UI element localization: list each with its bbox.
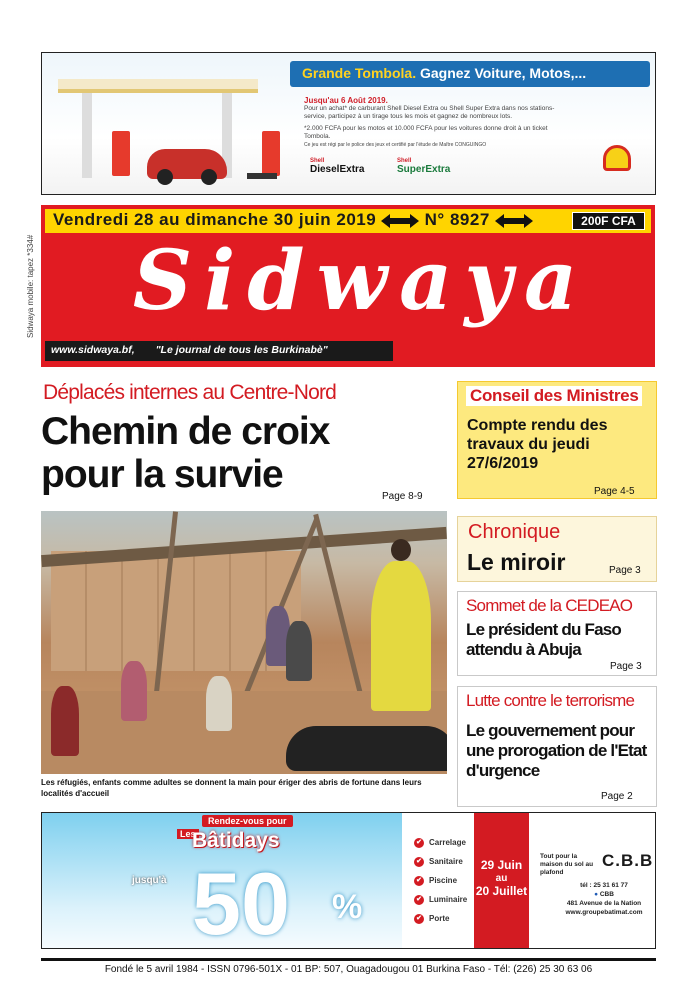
footer-info: Fondé le 5 avril 1984 - ISSN 0796-501X - 01 BP: 507, Ouagadougou 01 Burkina Faso - Tél: (226) 25 30 63 06 bbox=[104, 964, 593, 975]
cedeao-box[interactable] bbox=[457, 591, 657, 676]
lead-photo bbox=[41, 511, 447, 774]
motorbike-illustration bbox=[247, 161, 277, 179]
cedeao-page-ref: Page 3 bbox=[610, 661, 642, 672]
check-icon: ✔ bbox=[414, 895, 424, 905]
list-item: ✔ Carrelage bbox=[414, 833, 467, 852]
list-item: ✔ Piscine bbox=[414, 871, 467, 890]
motorcycle-photo-element bbox=[286, 726, 447, 771]
conseil-label: Conseil des Ministres bbox=[466, 386, 642, 406]
motto: "Le journal de tous les Burkinabè" bbox=[155, 344, 328, 356]
ad-jusqua: jusqu'à bbox=[132, 875, 167, 886]
cbb-contact: tél : 25 31 61 77 ● CBB 481 Avenue de la Nation www.groupebatimat.com bbox=[554, 881, 654, 917]
cbb-tagline: Tout pour la maison du sol au plafond bbox=[540, 853, 594, 876]
gas-station-illustration bbox=[52, 71, 302, 191]
check-icon: ✔ bbox=[414, 876, 424, 886]
terrorisme-box[interactable] bbox=[457, 686, 657, 807]
super-extra-brand: Shell SuperExtra bbox=[397, 158, 451, 175]
url-bar bbox=[45, 341, 393, 361]
chronique-title: Le miroir bbox=[467, 549, 566, 575]
ad-les-label: Les bbox=[177, 829, 199, 839]
ad-discount-number: 50 bbox=[192, 854, 290, 949]
check-icon: ✔ bbox=[414, 914, 424, 924]
date-line: Vendredi 28 au dimanche 30 juin 2019 N° 8927 bbox=[53, 210, 533, 230]
ad-banner-title: Grande Tombola. Gagnez Voiture, Motos,... bbox=[302, 65, 587, 81]
side-note: Sidwaya mobile: tapez *334# bbox=[26, 234, 35, 338]
double-arrow-icon bbox=[381, 214, 419, 228]
chronique-page-ref: Page 3 bbox=[609, 565, 641, 576]
ad-rdv-label: Rendez-vous pour bbox=[202, 815, 293, 827]
list-item: ✔ Porte bbox=[414, 909, 467, 928]
shell-logo-icon bbox=[603, 145, 631, 171]
issue-number: N° 8927 bbox=[424, 210, 490, 229]
ad-body-text: Jusqu'au 6 Août 2019. Pour un achat* de carburant Shell Diesel Extra ou Shell Super Extra dans nos stations-service, participez à un tirage tous les mois et gagnez de nombreux lots. *2.000 FCFA pour les motos et 10.000 FCFA pour les voitures donne droit à un ticket Tombola. Ce jeu est régi par le police des jeux et certifié par l'étude de Maître CONGUINGO bbox=[304, 96, 555, 148]
lead-headline[interactable]: Chemin de croix pour la survie bbox=[41, 410, 330, 496]
cbb-logo: C.B.B bbox=[602, 851, 654, 870]
lead-kicker: Déplacés internes au Centre-Nord bbox=[43, 381, 337, 404]
car-illustration bbox=[147, 149, 227, 179]
conseil-page-ref: Page 4-5 bbox=[594, 486, 635, 497]
cedeao-label: Sommet de la CEDEAO bbox=[466, 596, 633, 615]
chronique-label: Chronique bbox=[468, 521, 561, 543]
website-link[interactable]: www.sidwaya.bf, bbox=[51, 344, 135, 356]
cbb-advertiser bbox=[540, 851, 654, 916]
lead-page-ref: Page 8-9 bbox=[382, 491, 423, 502]
conseil-text: Compte rendu des travaux du jeudi 27/6/2019 bbox=[467, 417, 608, 472]
footer-divider bbox=[41, 958, 656, 961]
list-item: ✔ Luminaire bbox=[414, 890, 467, 909]
ad-date-block: 29 Juin au 20 Juillet bbox=[474, 813, 529, 949]
cbb-website-link[interactable]: www.groupebatimat.com bbox=[565, 909, 643, 916]
chronique-box[interactable] bbox=[457, 516, 657, 582]
ad-event-name: Bâtidays bbox=[192, 829, 280, 852]
list-item: ✔ Sanitaire bbox=[414, 852, 467, 871]
shell-advertisement[interactable] bbox=[41, 52, 656, 195]
check-icon: ✔ bbox=[414, 838, 424, 848]
terror-page-ref: Page 2 bbox=[601, 791, 633, 802]
double-arrow-icon bbox=[495, 214, 533, 228]
batidays-advertisement[interactable] bbox=[41, 812, 656, 949]
cedeao-text: Le président du Faso attendu à Abuja bbox=[466, 620, 621, 659]
check-icon: ✔ bbox=[414, 857, 424, 867]
ad-percent-sign: % bbox=[332, 888, 363, 926]
newspaper-title: Sidwaya bbox=[132, 233, 590, 329]
terror-text: Le gouvernement pour une prorogation de l'Etat d'urgence bbox=[466, 721, 647, 780]
ad-category-list bbox=[414, 833, 467, 928]
photo-caption: Les réfugiés, enfants comme adultes se donnent la main pour ériger des abris de fortune dans leurs localités d'accueil bbox=[41, 778, 422, 798]
conseil-ministres-box[interactable] bbox=[457, 381, 657, 499]
date-strip bbox=[45, 209, 651, 233]
diesel-extra-brand: Shell DieselExtra bbox=[310, 158, 365, 175]
price-badge: 200F CFA bbox=[572, 212, 645, 230]
terror-label: Lutte contre le terrorisme bbox=[466, 691, 635, 710]
masthead bbox=[41, 205, 655, 367]
